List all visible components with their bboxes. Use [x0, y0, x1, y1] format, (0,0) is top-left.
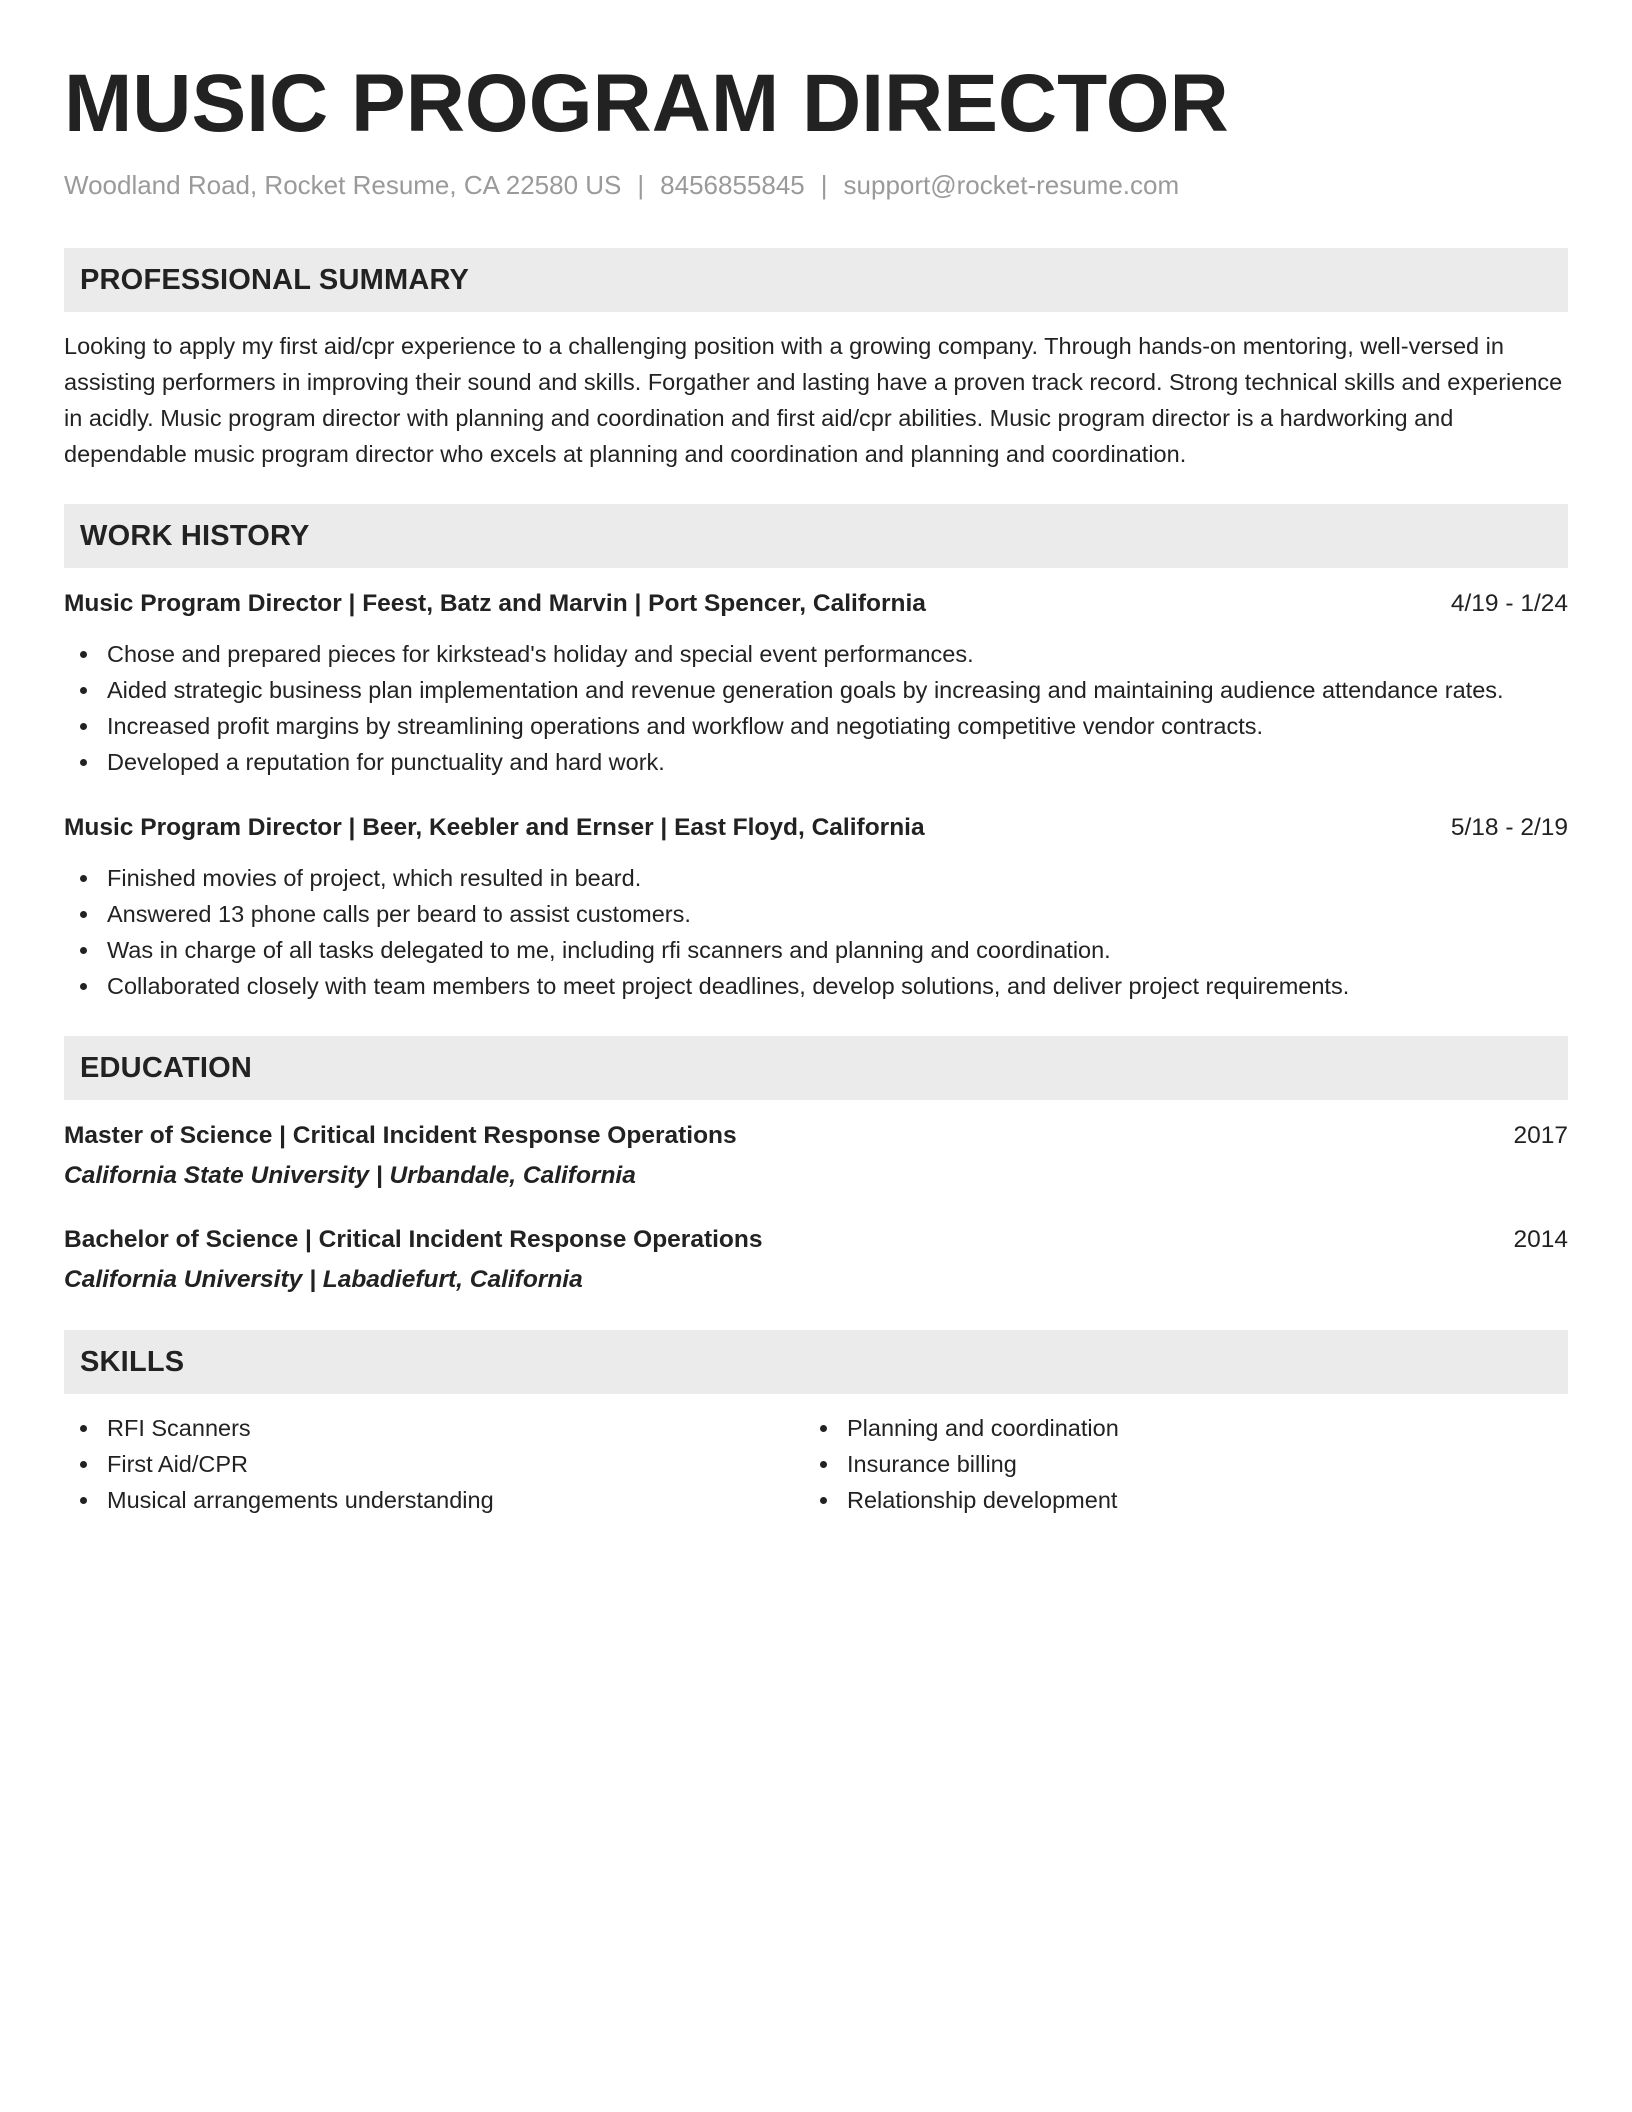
degree-title: Bachelor of Science | Critical Incident Response Operations [64, 1226, 763, 1253]
job-title: Music Program Director | Feest, Batz and Marvin | Port Spencer, California [64, 590, 926, 617]
contact-address: Woodland Road, Rocket Resume, CA 22580 US [64, 170, 622, 200]
school-name: California State University | Urbandale, California [64, 1162, 636, 1189]
skills-column-right [804, 1410, 1544, 1518]
job-bullets [64, 636, 1568, 780]
contact-separator: | [637, 170, 645, 200]
job-header [64, 586, 1568, 622]
job-bullet: Increased profit margins by streamlining operations and workflow and negotiating competitive vendor contracts. [64, 708, 1568, 744]
skill-item: Musical arrangements understanding [64, 1482, 804, 1518]
contact-phone: 8456855845 [660, 170, 805, 200]
contact-email: support@rocket-resume.com [843, 170, 1180, 200]
graduation-year: 2017 [1513, 1122, 1568, 1149]
job-bullet: Aided strategic business plan implementation and revenue generation goals by increasing and maintaining audience attendance rates. [64, 672, 1568, 708]
education-header [64, 1222, 1568, 1258]
skill-item: RFI Scanners [64, 1410, 804, 1446]
work-history-heading: WORK HISTORY [64, 504, 1568, 568]
education-entry [64, 1118, 1568, 1194]
job-dates: 5/18 - 2/19 [1450, 814, 1568, 841]
job-bullets [64, 860, 1568, 1004]
job-dates: 4/19 - 1/24 [1450, 590, 1568, 617]
job-bullet: Was in charge of all tasks delegated to me, including rfi scanners and planning and coordination. [64, 932, 1568, 968]
job-entry [64, 586, 1568, 780]
job-bullet: Collaborated closely with team members to meet project deadlines, develop solutions, and deliver project requirements. [64, 968, 1568, 1004]
job-header [64, 810, 1568, 846]
job-bullet: Developed a reputation for punctuality and hard work. [64, 744, 1568, 780]
job-bullet: Answered 13 phone calls per beard to assist customers. [64, 896, 1568, 932]
school-name: California University | Labadiefurt, California [64, 1266, 583, 1293]
job-entry [64, 810, 1568, 1004]
candidate-name: MUSIC PROGRAM DIRECTOR [64, 58, 1229, 149]
degree-title: Master of Science | Critical Incident Response Operations [64, 1122, 737, 1149]
education-heading: EDUCATION [64, 1036, 1568, 1100]
job-bullet: Chose and prepared pieces for kirkstead's holiday and special event performances. [64, 636, 1568, 672]
skill-item: Planning and coordination [804, 1410, 1544, 1446]
skill-item: First Aid/CPR [64, 1446, 804, 1482]
contact-line [64, 168, 1568, 202]
skill-item: Insurance billing [804, 1446, 1544, 1482]
skills-heading: SKILLS [64, 1330, 1568, 1394]
job-bullet: Finished movies of project, which resulted in beard. [64, 860, 1568, 896]
summary-text: Looking to apply my first aid/cpr experience to a challenging position with a growing company. Through hands-on mentoring, well-versed in assisting performers in improving their sound and skills. Forgather and lasting have a proven track record. Strong technical skills and experience in acidly. Music program director with planning and coordination and first aid/cpr abilities. Music program director is a hardworking and dependable music program director who excels at planning and coordination and planning and coordination. [64, 333, 1563, 467]
contact-separator: | [820, 170, 828, 200]
skill-item: Relationship development [804, 1482, 1544, 1518]
education-header [64, 1118, 1568, 1154]
skills-column-left [64, 1410, 804, 1518]
education-entry [64, 1222, 1568, 1298]
skills-list [64, 1410, 1568, 1518]
job-title: Music Program Director | Beer, Keebler and Ernser | East Floyd, California [64, 814, 925, 841]
graduation-year: 2014 [1513, 1226, 1568, 1253]
summary-heading: PROFESSIONAL SUMMARY [64, 248, 1568, 312]
